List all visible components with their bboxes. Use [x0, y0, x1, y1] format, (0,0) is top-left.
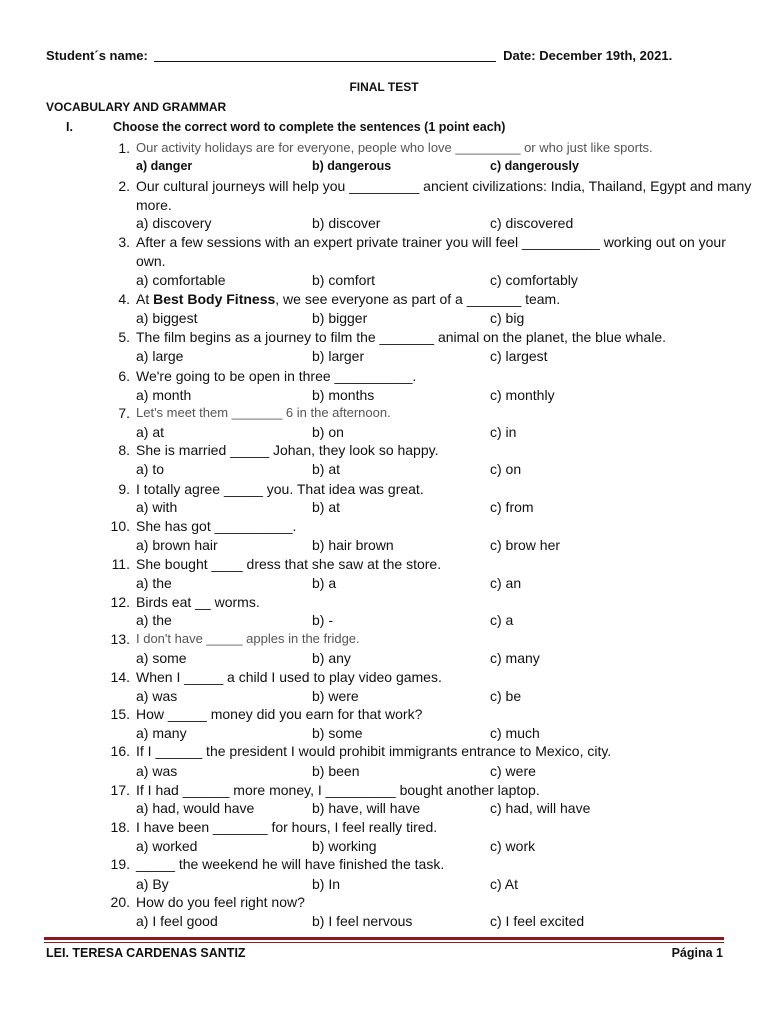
- answer-option-c[interactable]: c) work: [490, 838, 536, 854]
- question-text: How do you feel right now?: [136, 894, 305, 910]
- question-text: After a few sessions with an expert private trainer you will feel __________ working out on your: [136, 234, 726, 250]
- question-text: Our cultural journeys will help you _________ ancient civilizations: India, Thailand, Egypt and many: [136, 178, 752, 194]
- question-text: The film begins as a journey to film the _______ animal on the planet, the blue whale.: [136, 329, 666, 345]
- footer-page-number: Página 1: [671, 946, 723, 960]
- answer-option-a[interactable]: a) many: [136, 725, 187, 741]
- question-number: 19.: [110, 856, 130, 872]
- answer-option-b[interactable]: b) discover: [312, 215, 381, 231]
- answer-option-b[interactable]: b) been: [312, 763, 360, 779]
- answer-option-b[interactable]: b) dangerous: [312, 159, 392, 173]
- question-text: Birds eat __ worms.: [136, 594, 260, 610]
- footer-rule-thick: [44, 937, 724, 940]
- answer-option-c[interactable]: c) dangerously: [490, 159, 579, 173]
- question-text: She is married _____ Johan, they look so happy.: [136, 442, 439, 458]
- question-number: 9.: [118, 481, 130, 497]
- answer-option-c[interactable]: c) on: [490, 461, 522, 477]
- answer-option-c[interactable]: c) a: [490, 612, 514, 628]
- question-text: If I ______ the president I would prohibit immigrants entrance to Mexico, city.: [136, 743, 612, 759]
- answer-option-a[interactable]: a) worked: [136, 838, 198, 854]
- question-number: 2.: [118, 178, 130, 194]
- question-text: I totally agree _____ you. That idea was great.: [136, 481, 424, 497]
- answer-option-c[interactable]: c) discovered: [490, 215, 574, 231]
- answer-option-c[interactable]: c) be: [490, 688, 522, 704]
- answer-option-c[interactable]: c) I feel excited: [490, 913, 585, 929]
- question-text: I have been _______ for hours, I feel really tired.: [136, 819, 438, 835]
- question-number: 10.: [110, 518, 130, 534]
- answer-option-b[interactable]: b) bigger: [312, 310, 368, 326]
- question-text: She has got __________.: [136, 518, 297, 534]
- answer-option-a[interactable]: a) large: [136, 348, 184, 364]
- question-number: 6.: [118, 368, 130, 384]
- question-number: 13.: [110, 631, 130, 647]
- answer-option-a[interactable]: a) comfortable: [136, 272, 226, 288]
- question-number: 14.: [110, 669, 130, 685]
- answer-option-a[interactable]: a) was: [136, 763, 178, 779]
- question-text: own.: [136, 253, 166, 269]
- question-number: 11.: [111, 556, 130, 572]
- question-text: I don't have _____ apples in the fridge.: [136, 631, 360, 646]
- answer-option-b[interactable]: b) -: [312, 612, 333, 628]
- answer-option-b[interactable]: b) In: [312, 876, 341, 892]
- answer-option-b[interactable]: b) at: [312, 461, 341, 477]
- answer-option-b[interactable]: b) working: [312, 838, 377, 854]
- answer-option-a[interactable]: a) discovery: [136, 215, 212, 231]
- question-number: 7.: [118, 405, 130, 421]
- question-text: At Best Body Fitness, we see everyone as part of a _______ team.: [136, 291, 561, 307]
- answer-option-c[interactable]: c) monthly: [490, 387, 555, 403]
- question-text: How _____ money did you earn for that work?: [136, 706, 423, 722]
- answer-option-c[interactable]: c) big: [490, 310, 525, 326]
- answer-option-a[interactable]: a) had, would have: [136, 800, 255, 816]
- page-title: FINAL TEST: [349, 80, 419, 94]
- answer-option-a[interactable]: a) the: [136, 575, 172, 591]
- answer-option-a[interactable]: a) at: [136, 424, 165, 440]
- answer-option-b[interactable]: b) a: [312, 575, 337, 591]
- question-number: 20.: [110, 894, 130, 910]
- answer-option-c[interactable]: c) largest: [490, 348, 548, 364]
- instruction-text: Choose the correct word to complete the sentences (1 point each): [113, 120, 506, 134]
- answer-option-b[interactable]: b) comfort: [312, 272, 376, 288]
- answer-option-b[interactable]: b) on: [312, 424, 344, 440]
- question-number: 8.: [118, 442, 130, 458]
- question-text: When I _____ a child I used to play video games.: [136, 669, 442, 685]
- answer-option-a[interactable]: a) was: [136, 688, 178, 704]
- answer-option-c[interactable]: c) an: [490, 575, 522, 591]
- answer-option-a[interactable]: a) brown hair: [136, 537, 218, 553]
- answer-option-c[interactable]: c) At: [490, 876, 519, 892]
- answer-option-b[interactable]: b) some: [312, 725, 363, 741]
- answer-option-c[interactable]: c) many: [490, 650, 540, 666]
- footer-rule-thin: [44, 942, 724, 943]
- question-text: Our activity holidays are for everyone, people who love _________ or who just like sports.: [136, 140, 653, 155]
- answer-option-b[interactable]: b) I feel nervous: [312, 913, 413, 929]
- question-text: _____ the weekend he will have finished the task.: [136, 856, 445, 872]
- question-number: 3.: [118, 234, 130, 250]
- section-heading: VOCABULARY AND GRAMMAR: [46, 100, 227, 114]
- answer-option-a[interactable]: a) I feel good: [136, 913, 218, 929]
- question-number: 18.: [110, 819, 130, 835]
- question-number: 4.: [118, 291, 130, 307]
- answer-option-c[interactable]: c) in: [490, 424, 517, 440]
- question-text: She bought ____ dress that she saw at the store.: [136, 556, 442, 572]
- question-text: more.: [136, 197, 172, 213]
- question-number: 12.: [110, 594, 130, 610]
- answer-option-c[interactable]: c) had, will have: [490, 800, 591, 816]
- answer-option-c[interactable]: c) much: [490, 725, 540, 741]
- answer-option-c[interactable]: c) brow her: [490, 537, 561, 553]
- answer-option-b[interactable]: b) at: [312, 499, 341, 515]
- answer-option-a[interactable]: a) biggest: [136, 310, 198, 326]
- question-text: If I had ______ more money, I _________ bought another laptop.: [136, 782, 540, 798]
- question-text: We're going to be open in three __________.: [136, 368, 417, 384]
- answer-option-b[interactable]: b) any: [312, 650, 351, 666]
- instruction-number: I.: [66, 120, 73, 134]
- answer-option-c[interactable]: c) from: [490, 499, 534, 515]
- question-number: 1.: [118, 140, 130, 156]
- answer-option-b[interactable]: b) have, will have: [312, 800, 421, 816]
- answer-option-a[interactable]: a) danger: [136, 159, 193, 173]
- answer-option-c[interactable]: c) were: [490, 763, 536, 779]
- answer-option-a[interactable]: a) month: [136, 387, 192, 403]
- answer-option-a[interactable]: a) the: [136, 612, 172, 628]
- answer-option-a[interactable]: a) to: [136, 461, 165, 477]
- question-number: 15.: [110, 706, 130, 722]
- answer-option-a[interactable]: a) with: [136, 499, 178, 515]
- answer-option-b[interactable]: b) larger: [312, 348, 365, 364]
- answer-option-b[interactable]: b) hair brown: [312, 537, 394, 553]
- answer-option-a[interactable]: a) some: [136, 650, 187, 666]
- test-date: Date: December 19th, 2021.: [503, 48, 673, 63]
- answer-option-a[interactable]: a) By: [136, 876, 169, 892]
- question-number: 16.: [110, 743, 130, 759]
- question-number: 5.: [118, 329, 130, 345]
- student-name-label: Student´s name:: [46, 48, 148, 63]
- answer-option-b[interactable]: b) were: [312, 688, 359, 704]
- footer-teacher-name: LEI. TERESA CARDENAS SANTIZ: [46, 946, 246, 960]
- answer-option-b[interactable]: b) months: [312, 387, 375, 403]
- question-number: 17.: [110, 782, 130, 798]
- question-text: Let's meet them _______ 6 in the afternoon.: [136, 405, 391, 420]
- answer-option-c[interactable]: c) comfortably: [490, 272, 578, 288]
